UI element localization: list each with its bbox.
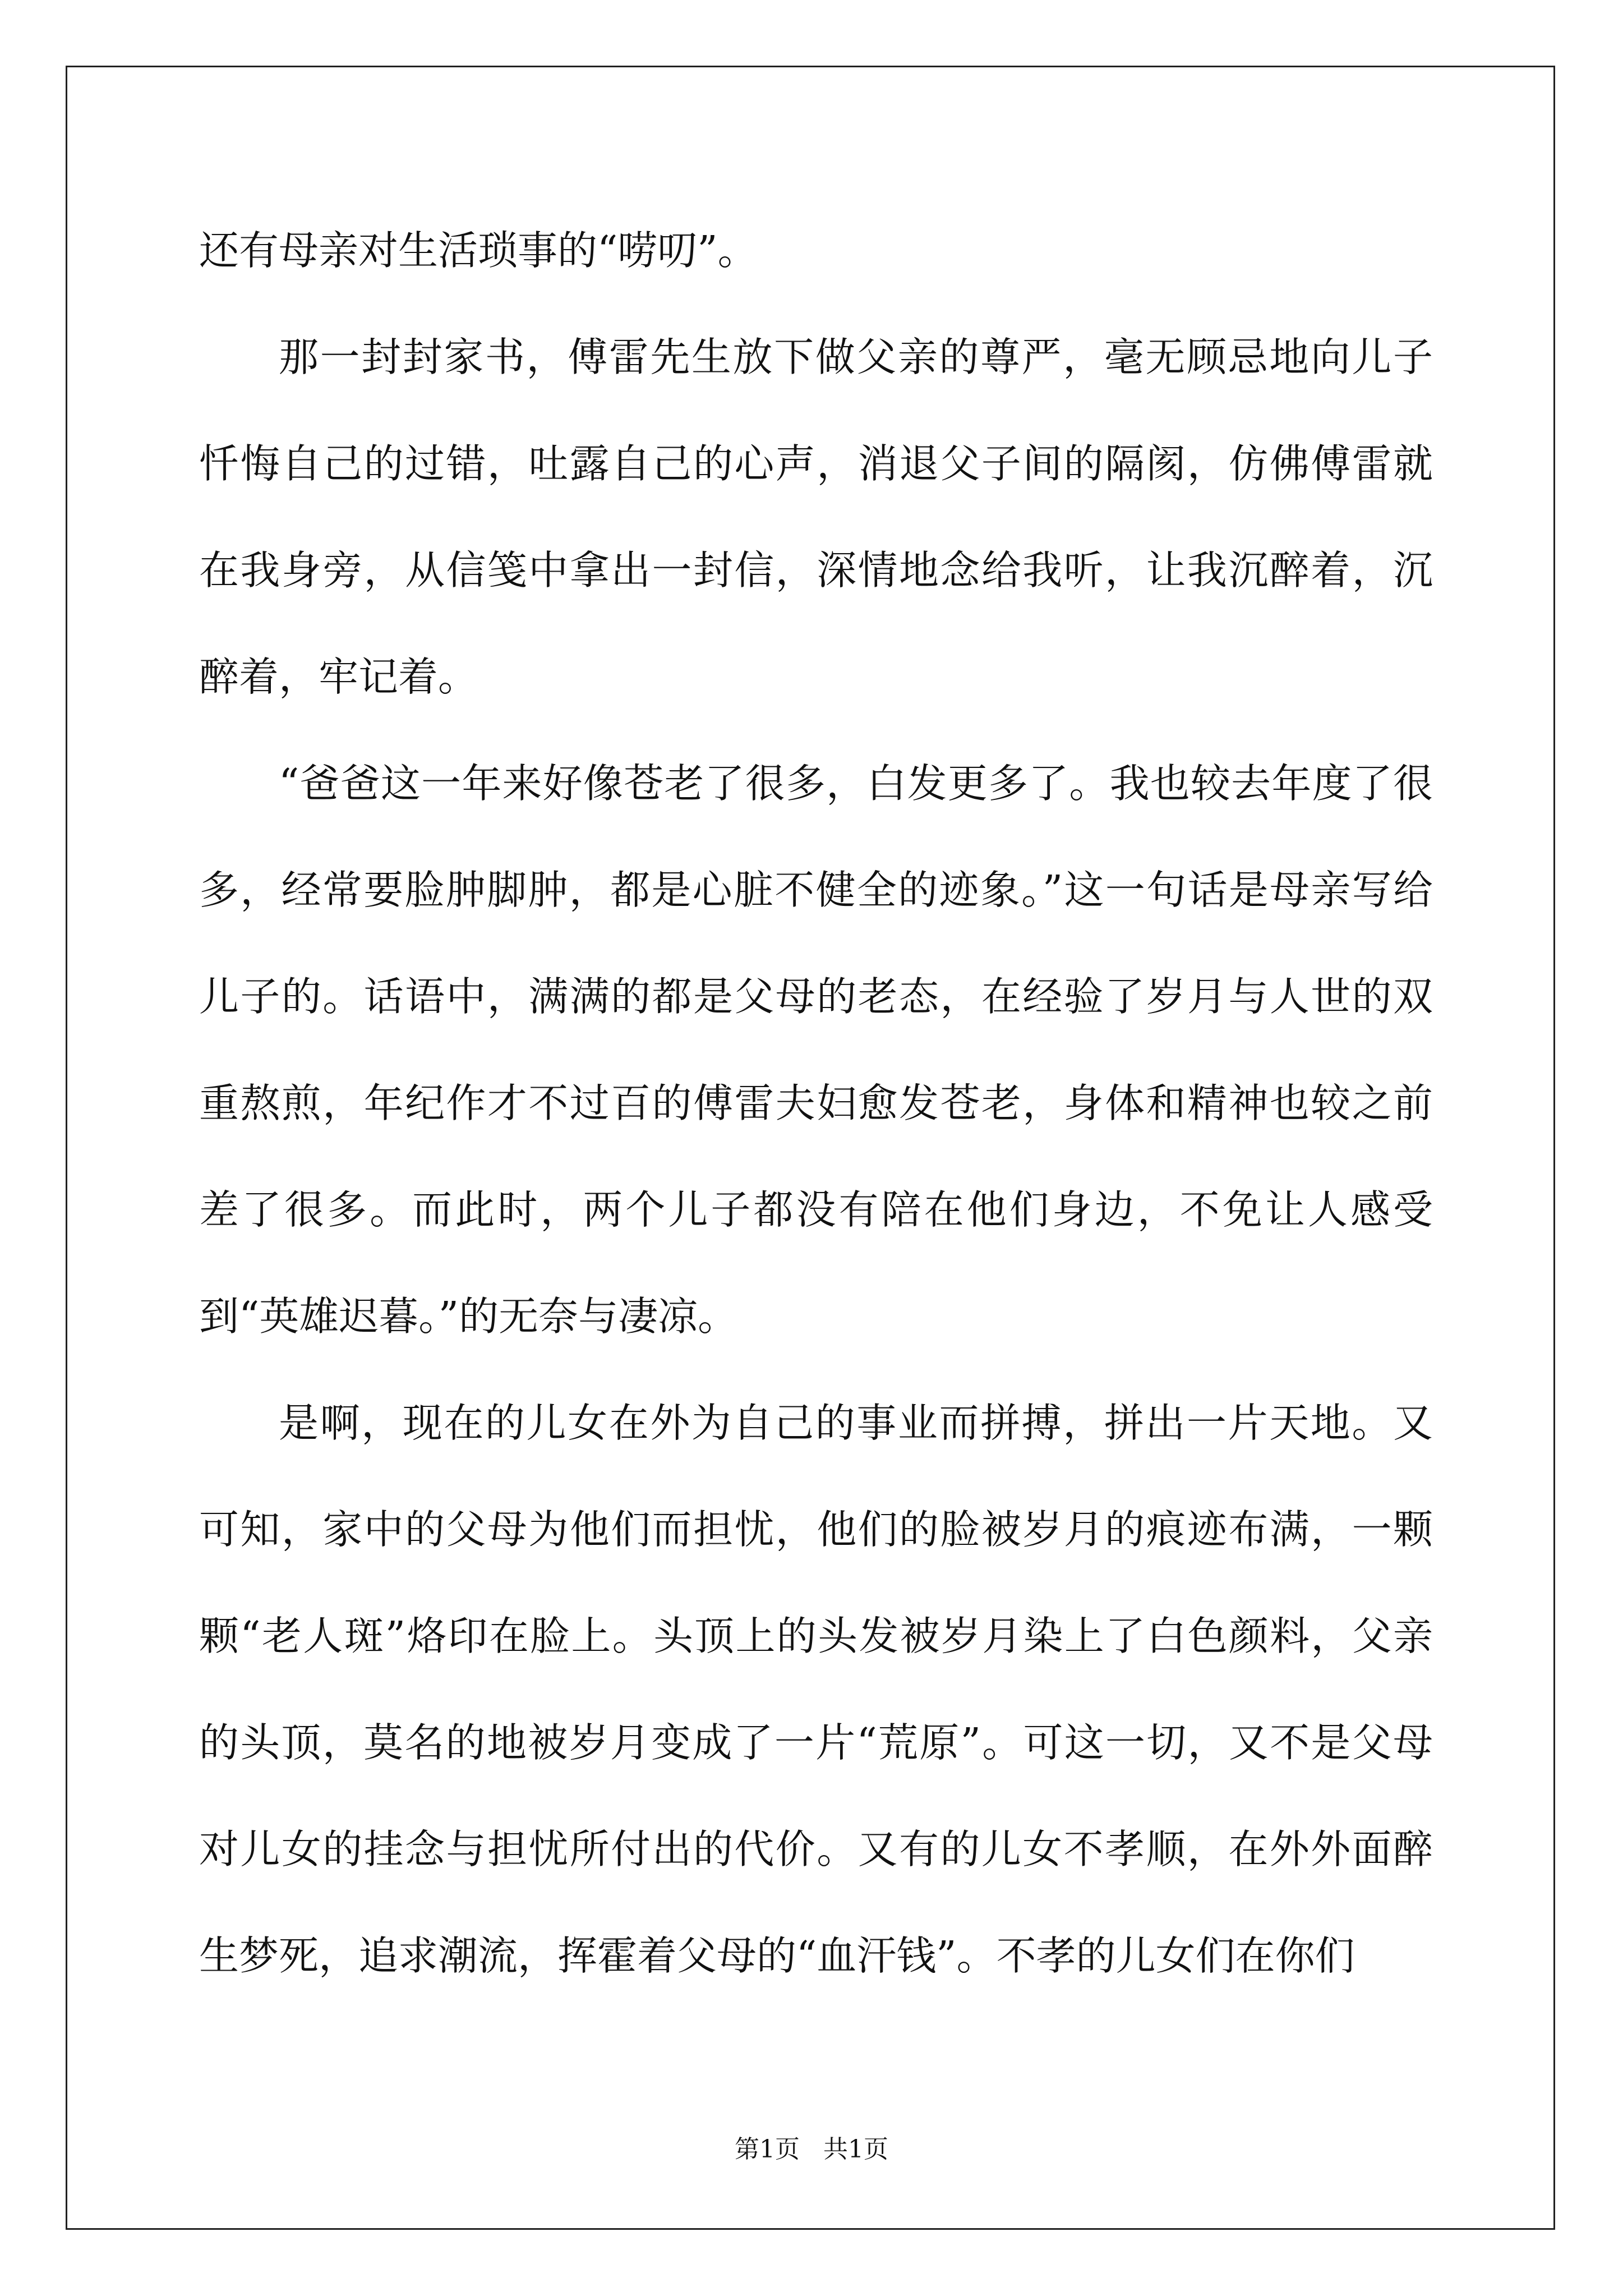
paragraph-4: 是啊，现在的儿女在外为自己的事业而拼搏，拼出一片天地。又可知，家中的父母为他们而担忧，他们的脸被岁月的痕迹布满，一颗颗“老人斑”烙印在脸上。头顶上的头发被岁月染上了白色颜料，父亲的头顶，莫名的地被岁月变成了一片“荒原”。可这一切，又不是父母对儿女的挂念与担忧所付出的代价。又有的儿女不孝顺，在外外面醉生梦死，追求潮流，挥霍着父母的“血汗钱”。不孝的儿女们在你们 bbox=[199, 1400, 1433, 1979]
document-body bbox=[199, 197, 1433, 2009]
paragraph-3: “爸爸这一年来好像苍老了很多，白发更多了。我也较去年度了很多，经常要脸肿脚肿，都是心脏不健全的迹象。”这一句话是母亲写给儿子的。话语中，满满的都是父母的老态，在经验了岁月与人世的双重熬煎，年纪作才不过百的傅雷夫妇愈发苍老，身体和精神也较之前差了很多。而此时，两个儿子都没有陪在他们身边，不免让人感受到“英雄迟暮。”的无奈与凄凉。 bbox=[199, 760, 1433, 1340]
paragraph-1: 还有母亲对生活琐事的“唠叨”。 bbox=[199, 227, 758, 274]
paragraph-2: 那一封封家书，傅雷先生放下做父亲的尊严，毫无顾忌地向儿子忏悔自己的过错，吐露自己的心声，消退父子间的隔阂，仿佛傅雷就在我身旁，从信笺中拿出一封信，深情地念给我听，让我沉醉着，沉醉着，牢记着。 bbox=[199, 334, 1433, 700]
page-number-footer: 第1页 共1页 bbox=[735, 2135, 888, 2164]
